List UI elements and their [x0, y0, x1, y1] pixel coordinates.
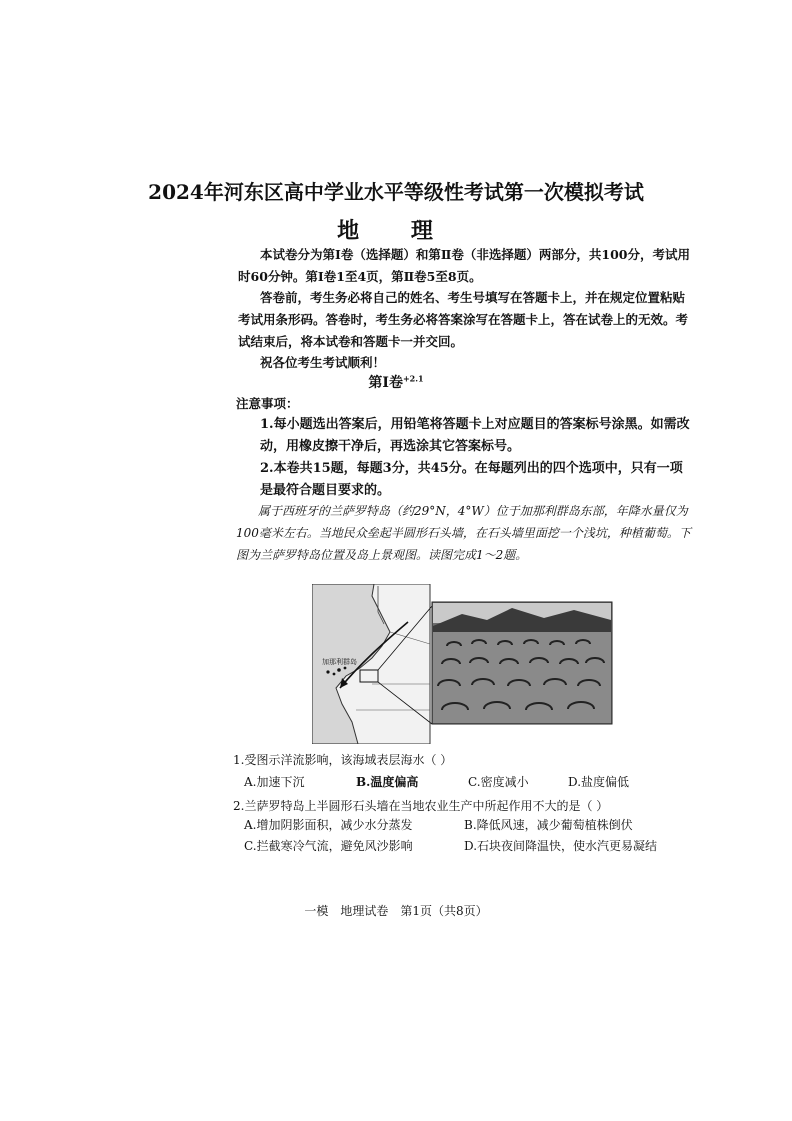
section-title-text: 第Ⅰ卷	[368, 375, 403, 391]
question-2-option-c[interactable]: C.拦截寒冷气流，避免风沙影响	[244, 839, 413, 853]
question-1-option-b[interactable]: B.温度偏高	[356, 775, 419, 789]
question-2-stem: 2.兰萨罗特岛上半圆形石头墙在当地农业生产中所起作用不大的是（ ）	[233, 799, 609, 813]
map-label-canary-islands: 加那利群岛	[322, 659, 357, 666]
exam-title: 2024年河东区高中学业水平等级性考试第一次模拟考试	[148, 180, 644, 204]
notice-heading: 注意事项：	[236, 396, 299, 411]
page-footer: 一模 地理试卷 第1页（共8页）	[304, 904, 488, 918]
subject-title: 地 理	[337, 218, 455, 244]
intro-paragraph-1: 本试卷分为第Ⅰ卷（选择题）和第Ⅱ卷（非选择题）两部分，共100分，考试用时60分钟。第Ⅰ卷1至4页，第Ⅱ卷5至8页。	[238, 247, 690, 284]
intro-paragraph-2: 答卷前，考生务必将自己的姓名、考生号填写在答题卡上，并在规定位置粘贴考试用条形码。答卷时，考生务必将答案涂写在答题卡上，答在试卷上的无效。考试结束后，将本试卷和答题卡一并交回。	[238, 290, 689, 349]
question-1-stem: 1.受图示洋流影响，该海域表层海水（ ）	[233, 753, 453, 767]
location-and-landscape-figure	[312, 584, 614, 744]
question-2-options-row-1	[244, 815, 700, 835]
question-1-option-a[interactable]: A.加速下沉	[244, 775, 305, 789]
section-superscript: +2.1	[402, 373, 424, 384]
notice-item-1: 1.每小题选出答案后，用铅笔将答题卡上对应题目的答案标号涂黑。如需改动，用橡皮擦干净后，再选涂其它答案标号。	[260, 417, 690, 454]
question-1-option-d[interactable]: D.盐度偏低	[568, 775, 630, 789]
section-title	[0, 372, 792, 392]
landscape-photo	[432, 602, 612, 724]
material-paragraph: 属于西班牙的兰萨罗特岛（约29°N，4°W）位于加那利群岛东部，年降水量仅为100毫米左右。当地民众垒起半圆形石头墙，在石头墙里面挖一个浅坑，种植葡萄。下图为兰萨罗特岛位置及岛上景观图。读图完成1～2题。	[236, 504, 691, 562]
question-2-option-a[interactable]: A.增加阴影面积，减少水分蒸发	[244, 818, 413, 832]
question-1-options	[244, 772, 700, 792]
question-2-options-row-2	[244, 836, 700, 856]
question-1-option-c[interactable]: C.密度减小	[468, 775, 529, 789]
question-2-option-d[interactable]: D.石块夜间降温快，使水汽更易凝结	[464, 839, 658, 853]
question-2-option-b[interactable]: B.降低风速，减少葡萄植株倒伏	[464, 818, 633, 832]
notice-item-2: 2.本卷共15题，每题3分，共45分。在每题列出的四个选项中，只有一项是最符合题目要求的。	[260, 461, 683, 498]
intro-paragraph-3: 祝各位考生考试顺利！	[260, 355, 386, 370]
